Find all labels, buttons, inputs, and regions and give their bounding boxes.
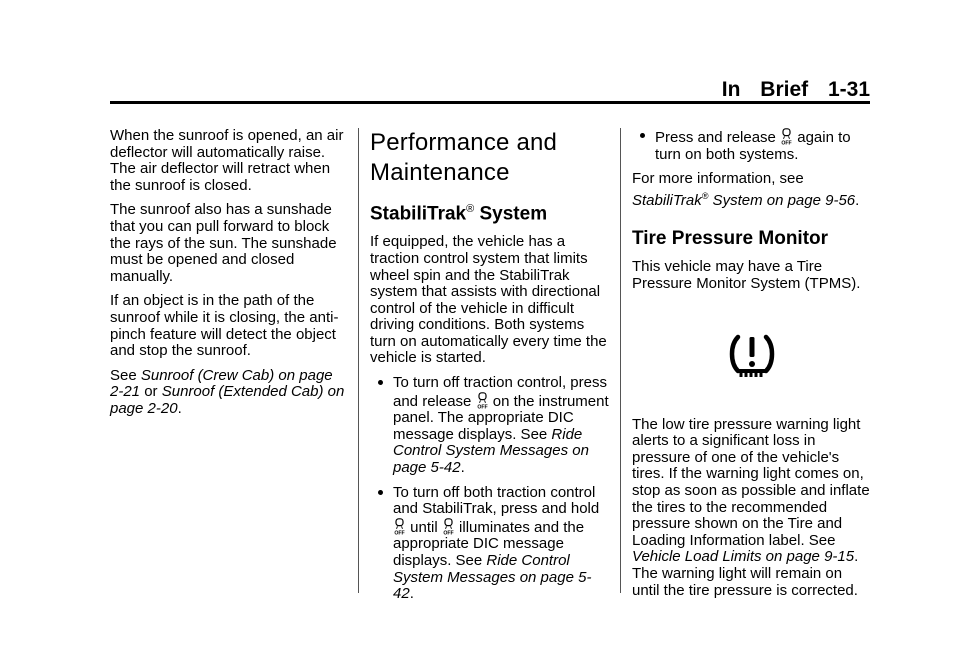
bullet xyxy=(378,490,383,495)
text: To turn off traction control, press and release xyxy=(393,374,607,410)
column-2 xyxy=(370,128,610,611)
text-period: . xyxy=(177,399,182,417)
text: For more information, see xyxy=(632,170,804,188)
paragraph-see-sunroof xyxy=(110,368,346,418)
text-period: . xyxy=(409,585,414,603)
text-period: . xyxy=(460,459,465,477)
link-vehicle-load-limits[interactable]: Vehicle Load Limits on page 9-15 xyxy=(632,548,855,566)
text-or: or xyxy=(140,383,162,401)
section-title: In Brief xyxy=(721,78,809,101)
paragraph-anti-pinch: If an object is in the path of the sunroof while it is closing, the anti-pinch feature will detect the object and stop the sunroof. xyxy=(110,292,339,360)
paragraph-air-deflector: When the sunroof is opened, an air deflector will automatically raise. The air deflector will retract when the sunroof is closed. xyxy=(110,127,344,194)
svg-text:OFF: OFF xyxy=(443,530,454,535)
text: on the instrument panel. The appropriate DIC message displays. See xyxy=(393,392,609,443)
list-item xyxy=(632,128,872,163)
svg-text:OFF: OFF xyxy=(394,530,405,535)
link-sunroof-crew-cab[interactable]: Sunroof (Crew Cab) on page 2-21 xyxy=(110,366,333,401)
list-item xyxy=(370,375,610,477)
traction-control-off-icon xyxy=(394,518,405,535)
text: illuminates and the appropriate DIC message displays. See xyxy=(393,518,585,570)
header-rule xyxy=(110,101,870,104)
link-ride-control-messages[interactable]: Ride Control System Messages on page 5-42 xyxy=(393,425,589,477)
traction-control-off-icon xyxy=(781,128,792,145)
link-ride-control-messages[interactable]: Ride Control System Messages on page 5-42 xyxy=(393,552,592,603)
link-stabilitrak-system[interactable] xyxy=(632,192,855,209)
registered-mark: ® xyxy=(701,190,709,201)
paragraph-tpms-warning xyxy=(632,417,872,600)
paragraph-tpms-intro: This vehicle may have a Tire Pressure Monitor System (TPMS). xyxy=(632,258,861,292)
link-sunroof-extended-cab[interactable]: Sunroof (Extended Cab) on page 2-20 xyxy=(110,383,345,417)
header-title xyxy=(722,78,870,102)
paragraph-sunshade: The sunroof also has a sunshade that you can pull forward to block the rays of the sun. The sunshade must be opened and closed manually. xyxy=(110,201,337,285)
page-number: 1-31 xyxy=(827,78,870,101)
bullet xyxy=(378,380,383,385)
svg-text:OFF: OFF xyxy=(476,403,488,409)
heading-stabilitrak-text: StabiliTrak xyxy=(370,203,467,225)
paragraph-stabilitrak-intro: If equipped, the vehicle has a traction control system that limits wheel spin and the StabiliTrak system that assists with directional control of the vehicle in difficult driving conditions. Both systems turn on automatically every time the vehicle is started. xyxy=(370,233,607,367)
text: again to turn on both systems. xyxy=(655,129,851,163)
traction-control-off-icon xyxy=(477,392,488,409)
text: To turn off both traction control and StabiliTrak, press and hold xyxy=(393,483,600,518)
page-header xyxy=(110,78,870,108)
bullet xyxy=(640,133,645,138)
text-period: . xyxy=(855,191,860,209)
text: Press and release xyxy=(655,129,781,146)
stabilitrak-steps-continued xyxy=(632,128,872,163)
registered-mark: ® xyxy=(466,203,475,215)
heading-tire-pressure-monitor: Tire Pressure Monitor xyxy=(632,228,829,250)
stabilitrak-steps xyxy=(370,375,610,603)
link-text: StabiliTrak xyxy=(632,191,702,209)
heading-stabilitrak xyxy=(370,197,610,226)
text: The low tire pressure warning light alerts to a significant loss in pressure of one of the vehicle's tires. If the warning light comes on, stop as soon as possible and inflate the tires to the recommended pressure shown on the Tire and Loading Information label. See xyxy=(632,415,870,549)
heading-performance-maintenance: Performance and Maintenance xyxy=(370,129,558,186)
column-1 xyxy=(110,128,346,426)
tire-pressure-warning-icon xyxy=(727,331,777,381)
column-3 xyxy=(632,128,872,607)
column-divider-1 xyxy=(358,128,359,593)
paragraph-more-info xyxy=(632,171,872,209)
text-see: See xyxy=(110,366,141,384)
text: until xyxy=(406,518,442,536)
text: . The warning light will remain on until the tire pressure is corrected. xyxy=(632,548,859,599)
list-item xyxy=(370,485,610,603)
svg-text:OFF: OFF xyxy=(781,140,792,145)
column-divider-2 xyxy=(620,128,621,593)
link-text: System on page 9-56 xyxy=(708,191,856,209)
heading-stabilitrak-suffix: System xyxy=(474,203,548,225)
traction-control-off-icon xyxy=(443,518,454,535)
